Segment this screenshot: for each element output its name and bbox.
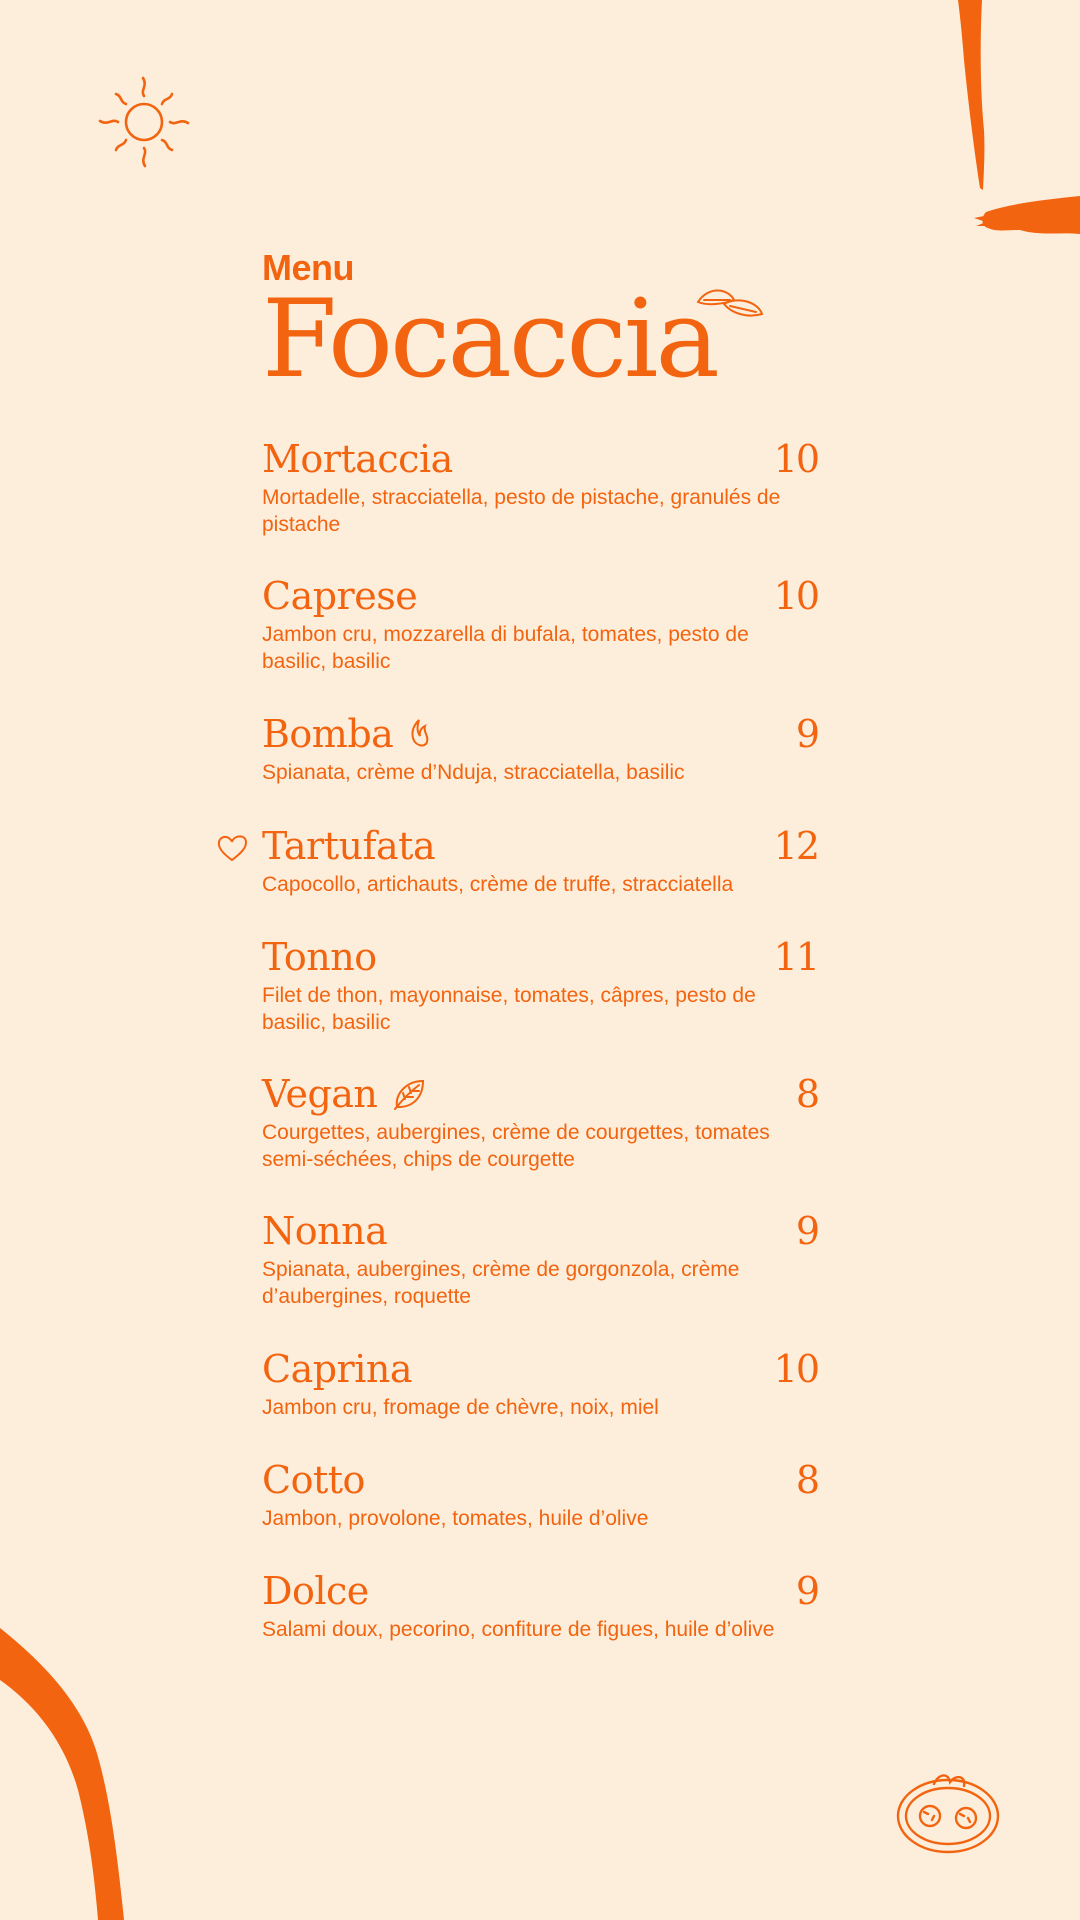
menu-item-header <box>262 1208 818 1254</box>
heart-icon <box>216 833 248 863</box>
menu-item-price: 9 <box>795 1209 818 1253</box>
chili-icon <box>407 718 433 750</box>
menu-item <box>262 934 818 1036</box>
menu-item-name: Vegan <box>262 1072 378 1116</box>
menu-item-description: Spianata, crème d’Nduja, stracciatella, basilic <box>262 761 685 784</box>
menu-item-description: Spianata, aubergines, crème de gorgonzola, crème d’aubergines, roquette <box>262 1258 740 1308</box>
menu-item-price: 10 <box>773 1347 818 1391</box>
menu-item-header <box>262 1568 818 1614</box>
menu-item-name: Bomba <box>262 712 394 756</box>
menu-item-header <box>262 1457 818 1503</box>
page-title-text: Focaccia <box>262 277 717 402</box>
menu-item <box>262 823 818 898</box>
menu-item-description: Mortadelle, stracciatella, pesto de pistache, granulés de pistache <box>262 486 781 536</box>
menu-item <box>262 711 818 786</box>
menu-item-price: 9 <box>795 1569 818 1613</box>
menu-item-description: Capocollo, artichauts, crème de truffe, stracciatella <box>262 873 734 896</box>
brush-stroke-bottom-left <box>0 1620 140 1920</box>
menu-item <box>262 1568 818 1643</box>
menu-item-header <box>262 823 818 869</box>
menu-header <box>262 247 822 402</box>
menu-item-name-wrap <box>262 1346 412 1392</box>
menu-item-name: Nonna <box>262 1209 388 1253</box>
menu-item-name: Caprese <box>262 574 418 618</box>
menu-item-description: Jambon cru, fromage de chèvre, noix, miel <box>262 1396 659 1419</box>
menu-item-header <box>262 573 818 619</box>
menu-item-name-wrap <box>262 1071 427 1117</box>
menu-item-price: 10 <box>773 437 818 481</box>
sun-icon <box>96 74 192 170</box>
brush-stroke-top-right <box>950 0 1080 240</box>
menu-item-price: 12 <box>773 824 818 868</box>
menu-item-header <box>262 1071 818 1117</box>
menu-item-name: Mortaccia <box>262 437 453 481</box>
menu-item-name-wrap <box>262 1568 369 1614</box>
menu-item-header <box>262 436 818 482</box>
menu-item-header <box>262 934 818 980</box>
menu-item-name-wrap <box>262 1208 387 1254</box>
menu-item <box>262 1208 818 1310</box>
menu-item-name: Cotto <box>262 1458 365 1502</box>
menu-item-price: 9 <box>795 712 818 756</box>
menu-item-name-wrap <box>262 1457 365 1503</box>
menu-item-name-wrap <box>262 823 435 869</box>
menu-item-header <box>262 711 818 757</box>
page-title <box>262 277 717 402</box>
leaf-icon <box>391 1077 427 1111</box>
menu-item <box>262 573 818 675</box>
menu-item-name-wrap <box>262 711 433 757</box>
menu-item-name-wrap <box>262 573 417 619</box>
menu-item-name-wrap <box>262 436 453 482</box>
menu-item-price: 11 <box>773 935 818 979</box>
menu-item-description: Courgettes, aubergines, crème de courgettes, tomates semi-séchées, chips de courgette <box>262 1121 770 1171</box>
menu-item-name: Tartufata <box>262 824 436 868</box>
menu-item-name: Dolce <box>262 1569 369 1613</box>
tomato-icon <box>894 1770 1006 1856</box>
menu-item <box>262 436 818 538</box>
menu-item-description: Jambon, provolone, tomates, huile d’olive <box>262 1507 649 1530</box>
menu-item-name: Tonno <box>262 935 377 979</box>
menu-label: Menu <box>262 247 354 288</box>
menu-item-header <box>262 1346 818 1392</box>
menu-item-description: Filet de thon, mayonnaise, tomates, câpres, pesto de basilic, basilic <box>262 984 756 1034</box>
menu-item-price: 8 <box>795 1458 818 1502</box>
menu-item-name: Caprina <box>262 1347 413 1391</box>
menu-item <box>262 1346 818 1421</box>
menu-item-description: Salami doux, pecorino, confiture de figues, huile d’olive <box>262 1618 775 1641</box>
menu-item-description: Jambon cru, mozzarella di bufala, tomates, pesto de basilic, basilic <box>262 623 749 673</box>
menu-item-price: 10 <box>773 574 818 618</box>
menu-item-name-wrap <box>262 934 377 980</box>
menu-item <box>262 1071 818 1173</box>
menu-item-price: 8 <box>795 1072 818 1116</box>
basil-leaf-icon <box>694 282 764 322</box>
menu-item <box>262 1457 818 1532</box>
